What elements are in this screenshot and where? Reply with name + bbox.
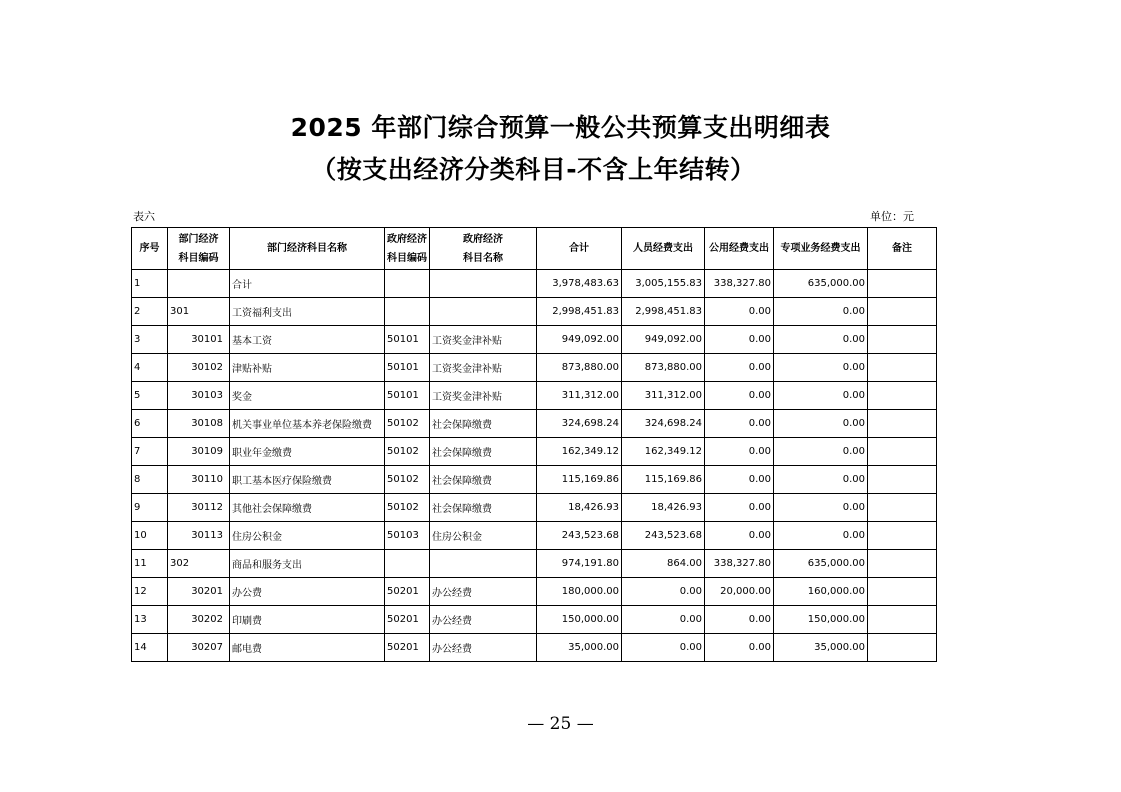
cell-personnel: 3,005,155.83: [622, 270, 705, 298]
cell-project: 635,000.00: [774, 550, 868, 578]
cell-gov-code: 50103: [385, 522, 430, 550]
cell-dept-code: 30109: [168, 438, 230, 466]
cell-dept-name: 邮电费: [230, 634, 385, 662]
cell-total: 3,978,483.63: [537, 270, 622, 298]
cell-public: 0.00: [705, 354, 774, 382]
cell-personnel: 324,698.24: [622, 410, 705, 438]
cell-dept-code: 30103: [168, 382, 230, 410]
cell-gov-code: 50201: [385, 578, 430, 606]
header-dept-code-line2: 科目编码: [178, 252, 219, 264]
cell-dept-name: 印刷费: [230, 606, 385, 634]
cell-note: [868, 382, 937, 410]
table-body: [132, 270, 937, 662]
cell-seq: 9: [132, 494, 168, 522]
header-total: 合计: [537, 228, 622, 270]
cell-gov-code: 50101: [385, 326, 430, 354]
cell-dept-name: 职业年金缴费: [230, 438, 385, 466]
table-header-row: [132, 228, 937, 270]
table-row: [132, 382, 937, 410]
cell-dept-name: 商品和服务支出: [230, 550, 385, 578]
cell-total: 2,998,451.83: [537, 298, 622, 326]
header-gov-name-line2: 科目名称: [463, 252, 503, 264]
cell-dept-code: [168, 270, 230, 298]
cell-note: [868, 298, 937, 326]
header-dept-code: [168, 228, 230, 270]
table-row: [132, 410, 937, 438]
header-project: 专项业务经费支出: [774, 228, 868, 270]
cell-seq: 7: [132, 438, 168, 466]
table-row: [132, 438, 937, 466]
cell-personnel: 949,092.00: [622, 326, 705, 354]
cell-seq: 11: [132, 550, 168, 578]
cell-dept-name: 奖金: [230, 382, 385, 410]
cell-gov-code: 50101: [385, 382, 430, 410]
cell-gov-code: 50102: [385, 438, 430, 466]
cell-note: [868, 354, 937, 382]
cell-note: [868, 326, 937, 354]
cell-total: 35,000.00: [537, 634, 622, 662]
cell-personnel: 873,880.00: [622, 354, 705, 382]
cell-dept-code: 30102: [168, 354, 230, 382]
cell-personnel: 115,169.86: [622, 466, 705, 494]
cell-total: 243,523.68: [537, 522, 622, 550]
cell-seq: 1: [132, 270, 168, 298]
cell-gov-name: 住房公积金: [430, 522, 537, 550]
cell-gov-name: 社会保障缴费: [430, 466, 537, 494]
cell-personnel: 162,349.12: [622, 438, 705, 466]
cell-project: 0.00: [774, 410, 868, 438]
page-subtitle: （按支出经济分类科目-不含上年结转）: [311, 155, 756, 184]
cell-gov-code: [385, 550, 430, 578]
cell-gov-name: [430, 270, 537, 298]
cell-public: 0.00: [705, 606, 774, 634]
cell-dept-name: 机关事业单位基本养老保险缴费: [230, 410, 385, 438]
cell-total: 18,426.93: [537, 494, 622, 522]
cell-project: 0.00: [774, 522, 868, 550]
cell-public: 0.00: [705, 522, 774, 550]
table-number-label: 表六: [133, 210, 155, 223]
cell-seq: 13: [132, 606, 168, 634]
cell-project: 0.00: [774, 354, 868, 382]
cell-gov-code: [385, 298, 430, 326]
cell-total: 873,880.00: [537, 354, 622, 382]
cell-note: [868, 522, 937, 550]
cell-dept-code: 302: [168, 550, 230, 578]
cell-personnel: 243,523.68: [622, 522, 705, 550]
cell-gov-name: 工资奖金津补贴: [430, 382, 537, 410]
cell-public: 0.00: [705, 410, 774, 438]
cell-seq: 12: [132, 578, 168, 606]
table-row: [132, 578, 937, 606]
table-row: [132, 466, 937, 494]
cell-gov-name: 社会保障缴费: [430, 438, 537, 466]
cell-gov-name: 工资奖金津补贴: [430, 354, 537, 382]
cell-dept-code: 30101: [168, 326, 230, 354]
header-dept-code-line1: 部门经济: [178, 233, 219, 245]
cell-dept-name: 基本工资: [230, 326, 385, 354]
header-note: 备注: [868, 228, 937, 270]
cell-public: 0.00: [705, 634, 774, 662]
cell-seq: 3: [132, 326, 168, 354]
cell-dept-code: 30112: [168, 494, 230, 522]
cell-personnel: 311,312.00: [622, 382, 705, 410]
header-seq: 序号: [132, 228, 168, 270]
cell-total: 311,312.00: [537, 382, 622, 410]
cell-public: 0.00: [705, 326, 774, 354]
cell-personnel: 18,426.93: [622, 494, 705, 522]
cell-public: 338,327.80: [705, 550, 774, 578]
cell-total: 115,169.86: [537, 466, 622, 494]
cell-seq: 4: [132, 354, 168, 382]
cell-project: 0.00: [774, 326, 868, 354]
cell-gov-name: 办公经费: [430, 578, 537, 606]
cell-public: 0.00: [705, 494, 774, 522]
cell-total: 162,349.12: [537, 438, 622, 466]
cell-gov-code: 50201: [385, 634, 430, 662]
table-row: [132, 494, 937, 522]
expenditure-detail-table: [131, 227, 937, 662]
cell-public: 20,000.00: [705, 578, 774, 606]
cell-personnel: 0.00: [622, 606, 705, 634]
header-gov-code-line2: 科目编码: [387, 252, 427, 264]
cell-note: [868, 578, 937, 606]
table-row: [132, 298, 937, 326]
cell-gov-code: 50102: [385, 494, 430, 522]
cell-personnel: 2,998,451.83: [622, 298, 705, 326]
cell-gov-code: 50102: [385, 410, 430, 438]
cell-gov-name: 工资奖金津补贴: [430, 326, 537, 354]
cell-dept-name: 其他社会保障缴费: [230, 494, 385, 522]
cell-gov-code: 50101: [385, 354, 430, 382]
page-title: 2025 年部门综合预算一般公共预算支出明细表: [290, 113, 831, 142]
cell-total: 949,092.00: [537, 326, 622, 354]
cell-project: 0.00: [774, 298, 868, 326]
cell-public: 0.00: [705, 382, 774, 410]
cell-gov-code: 50201: [385, 606, 430, 634]
cell-dept-name: 办公费: [230, 578, 385, 606]
cell-dept-name: 工资福利支出: [230, 298, 385, 326]
cell-gov-code: 50102: [385, 466, 430, 494]
cell-project: 0.00: [774, 466, 868, 494]
cell-dept-code: 30113: [168, 522, 230, 550]
cell-note: [868, 634, 937, 662]
table-row: [132, 522, 937, 550]
cell-gov-name: [430, 298, 537, 326]
cell-project: 635,000.00: [774, 270, 868, 298]
table-row: [132, 550, 937, 578]
cell-note: [868, 466, 937, 494]
cell-note: [868, 438, 937, 466]
cell-gov-name: 办公经费: [430, 634, 537, 662]
cell-total: 324,698.24: [537, 410, 622, 438]
header-gov-code: [385, 228, 430, 270]
header-personnel: 人员经费支出: [622, 228, 705, 270]
header-public: 公用经费支出: [705, 228, 774, 270]
cell-personnel: 0.00: [622, 634, 705, 662]
cell-project: 0.00: [774, 494, 868, 522]
cell-dept-code: 301: [168, 298, 230, 326]
cell-public: 338,327.80: [705, 270, 774, 298]
cell-dept-code: 30202: [168, 606, 230, 634]
cell-gov-name: [430, 550, 537, 578]
unit-label: 单位：元: [870, 210, 914, 223]
cell-personnel: 864.00: [622, 550, 705, 578]
header-gov-code-line1: 政府经济: [387, 233, 427, 245]
cell-dept-name: 住房公积金: [230, 522, 385, 550]
header-dept-name: 部门经济科目名称: [230, 228, 385, 270]
cell-public: 0.00: [705, 466, 774, 494]
cell-seq: 14: [132, 634, 168, 662]
cell-seq: 2: [132, 298, 168, 326]
cell-dept-name: 津贴补贴: [230, 354, 385, 382]
header-gov-name: [430, 228, 537, 270]
cell-seq: 8: [132, 466, 168, 494]
table-row: [132, 326, 937, 354]
cell-public: 0.00: [705, 438, 774, 466]
table-row: [132, 270, 937, 298]
table-row: [132, 606, 937, 634]
cell-project: 160,000.00: [774, 578, 868, 606]
cell-gov-name: 社会保障缴费: [430, 494, 537, 522]
cell-total: 180,000.00: [537, 578, 622, 606]
cell-gov-name: 社会保障缴费: [430, 410, 537, 438]
cell-project: 150,000.00: [774, 606, 868, 634]
cell-note: [868, 270, 937, 298]
cell-project: 0.00: [774, 438, 868, 466]
cell-dept-code: 30108: [168, 410, 230, 438]
cell-project: 0.00: [774, 382, 868, 410]
cell-project: 35,000.00: [774, 634, 868, 662]
cell-note: [868, 606, 937, 634]
header-gov-name-line1: 政府经济: [463, 233, 503, 245]
cell-personnel: 0.00: [622, 578, 705, 606]
cell-gov-name: 办公经费: [430, 606, 537, 634]
table-row: [132, 634, 937, 662]
cell-seq: 10: [132, 522, 168, 550]
cell-seq: 6: [132, 410, 168, 438]
cell-dept-name: 合计: [230, 270, 385, 298]
cell-dept-code: 30201: [168, 578, 230, 606]
cell-dept-name: 职工基本医疗保险缴费: [230, 466, 385, 494]
cell-total: 150,000.00: [537, 606, 622, 634]
cell-note: [868, 410, 937, 438]
table-row: [132, 354, 937, 382]
cell-dept-code: 30207: [168, 634, 230, 662]
page-number: — 25 —: [527, 714, 594, 734]
cell-total: 974,191.80: [537, 550, 622, 578]
cell-note: [868, 494, 937, 522]
cell-public: 0.00: [705, 298, 774, 326]
cell-seq: 5: [132, 382, 168, 410]
cell-dept-code: 30110: [168, 466, 230, 494]
cell-note: [868, 550, 937, 578]
cell-gov-code: [385, 270, 430, 298]
